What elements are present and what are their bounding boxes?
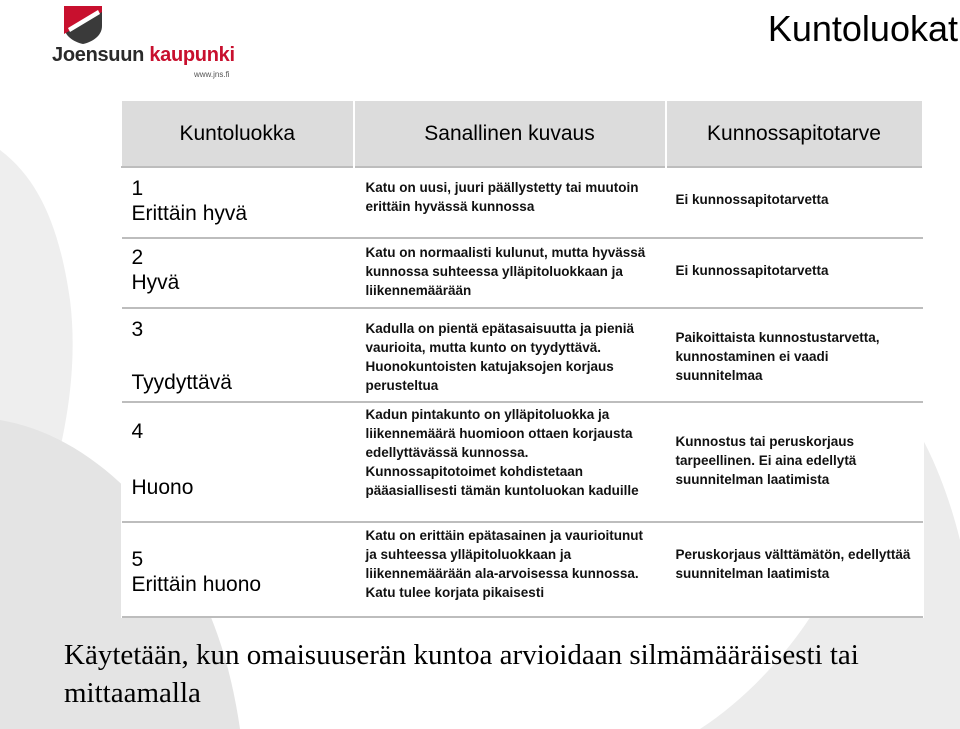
class-number: 4 [131,420,144,443]
logo-name-part2: kaupunki [149,44,235,66]
description-cell: Kadun pintakunto on ylläpitoluokka ja liikennemäärä huomioon ottaen korjausta edellyttävässä kunnossa. Kunnossapitotoimet kohdistetaan pääasiallisesti tämän kuntoluokan kaduille [365,407,639,498]
maintenance-need-cell: Ei kunnossapitotarvetta [675,263,829,278]
table-row [122,308,923,402]
maintenance-need-cell: Peruskorjaus välttämätön, edellyttää suunnitelman laatimista [675,547,911,581]
class-label: Erittäin hyvä [131,202,248,225]
maintenance-need-cell: Ei kunnossapitotarvetta [675,192,829,207]
description-cell: Katu on normaalisti kulunut, mutta hyvässä kunnossa suhteessa ylläpitoluokkaan ja liikennemäärään [365,245,646,298]
class-label: Tyydyttävä [131,371,232,394]
header-verbal-description: Sanallinen kuvaus [354,101,666,168]
header-maintenance-need: Kunnossapitotarve [666,101,923,168]
class-label: Hyvä [131,271,180,294]
coat-of-arms-icon [62,4,104,44]
condition-class-cell [122,168,354,226]
table-row [122,167,923,238]
description-cell: Kadulla on pientä epätasaisuutta ja pieniä vaurioita, mutta kunto on tyydyttävä. Huonokuntoisten katujaksojen korjaus perusteltua [365,321,635,393]
class-number: 5 [131,548,144,571]
class-label: Huono [131,476,194,499]
maintenance-need-cell: Kunnostus tai peruskorjaus tarpeellinen. Ei aina edellytä suunnitelman laatimista [675,434,857,487]
table-row [122,522,923,617]
logo-url: www.jns.fi [194,70,230,79]
logo-wordmark [52,44,235,67]
class-number: 3 [131,318,144,341]
header-condition-class: Kuntoluokka [122,101,354,168]
condition-class-table [121,100,924,618]
condition-class-cell [122,403,354,500]
table-row [122,402,923,522]
slide-caption: Käytetään, kun omaisuuserän kuntoa arvioidaan silmämääräisesti tai mittaamalla [64,639,859,709]
class-number: 2 [131,246,144,269]
maintenance-need-cell: Paikoittaista kunnostustarvetta, kunnostaminen ei vaadi suunnitelmaa [675,330,880,383]
table-row [122,238,923,308]
description-cell: Katu on erittäin epätasainen ja vaurioitunut ja suhteessa ylläpitoluokkaan ja liikennemäärään ala-arvoisessa kunnossa. Katu tulee korjata pikaisesti [365,528,644,600]
description-cell: Katu on uusi, juuri päällystetty tai muutoin erittäin hyvässä kunnossa [365,180,639,214]
class-label: Erittäin huono [131,573,262,596]
condition-class-cell [122,239,354,295]
condition-class-cell [122,523,354,597]
class-number: 1 [131,177,144,200]
condition-class-cell [122,309,354,395]
logo-name-part1: Joensuun [52,44,145,66]
slide-title: Kuntoluokat [767,8,958,49]
city-logo [52,4,235,82]
